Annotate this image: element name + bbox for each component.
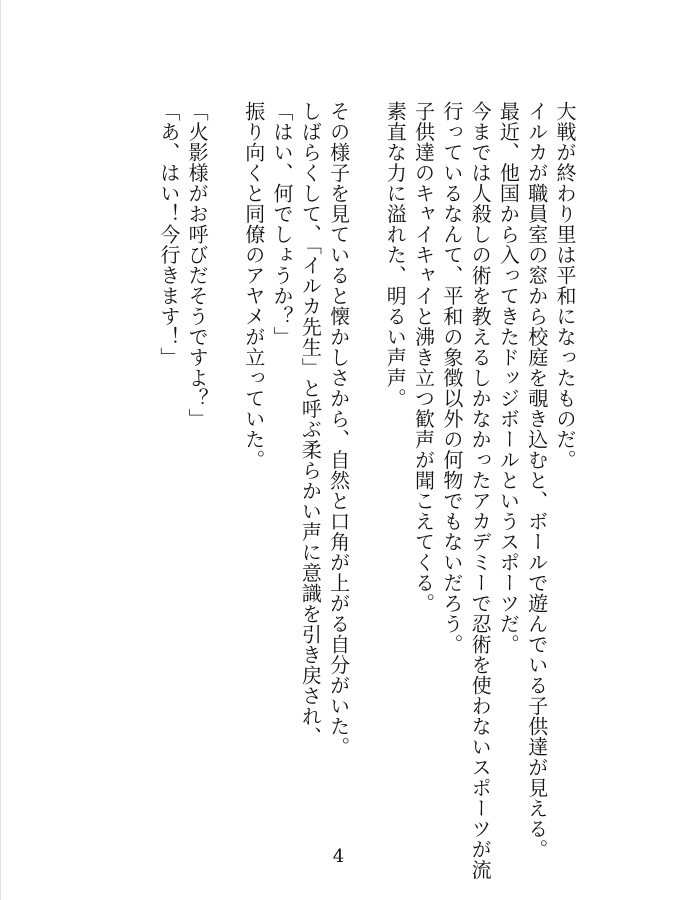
text-line: しばらくして、「イルカ先生」と呼ぶ柔らかい声に意識を引き戻され、 — [298, 101, 323, 747]
text-line: その様子を見ていると懐かしさから、自然と口角が上がる自分がいた。 — [326, 101, 351, 757]
text-line: イルカが職員室の窓から校庭を覗き込むと、ボールで遊んでいる子供達が見える。 — [524, 101, 549, 860]
vertical-text-body — [155, 101, 579, 880]
text-line: 今までは人殺しの術を教えるしかなかったアカデミーで忍術を使わないスポーツが流 — [468, 101, 493, 880]
text-line: 子供達のキャイキャイと沸き立つ歓声が聞こえてくる。 — [411, 101, 436, 614]
text-line: 大戦が終わり里は平和になったものだ。 — [553, 101, 577, 470]
text-line: 行っているなんて、平和の象徴以外の何物でもないだろう。 — [439, 101, 464, 655]
paragraph-gap — [353, 101, 381, 111]
text-line: 最近、他国から入ってきたドッジボールというスポーツだ。 — [496, 101, 521, 655]
page-number: 4 — [332, 846, 345, 867]
paragraph-gap — [211, 101, 239, 111]
text-line: 「あ、はい！今行きます！」 — [156, 101, 181, 368]
text-line: 「はい、何でしょうか？」 — [270, 101, 295, 347]
text-line: 素直な力に溢れた、明るい声声。 — [383, 101, 408, 409]
text-line: 振り向くと同僚のアヤメが立っていた。 — [241, 101, 266, 470]
text-line: 「火影様がお呼びだそうですよ？」 — [185, 101, 210, 429]
